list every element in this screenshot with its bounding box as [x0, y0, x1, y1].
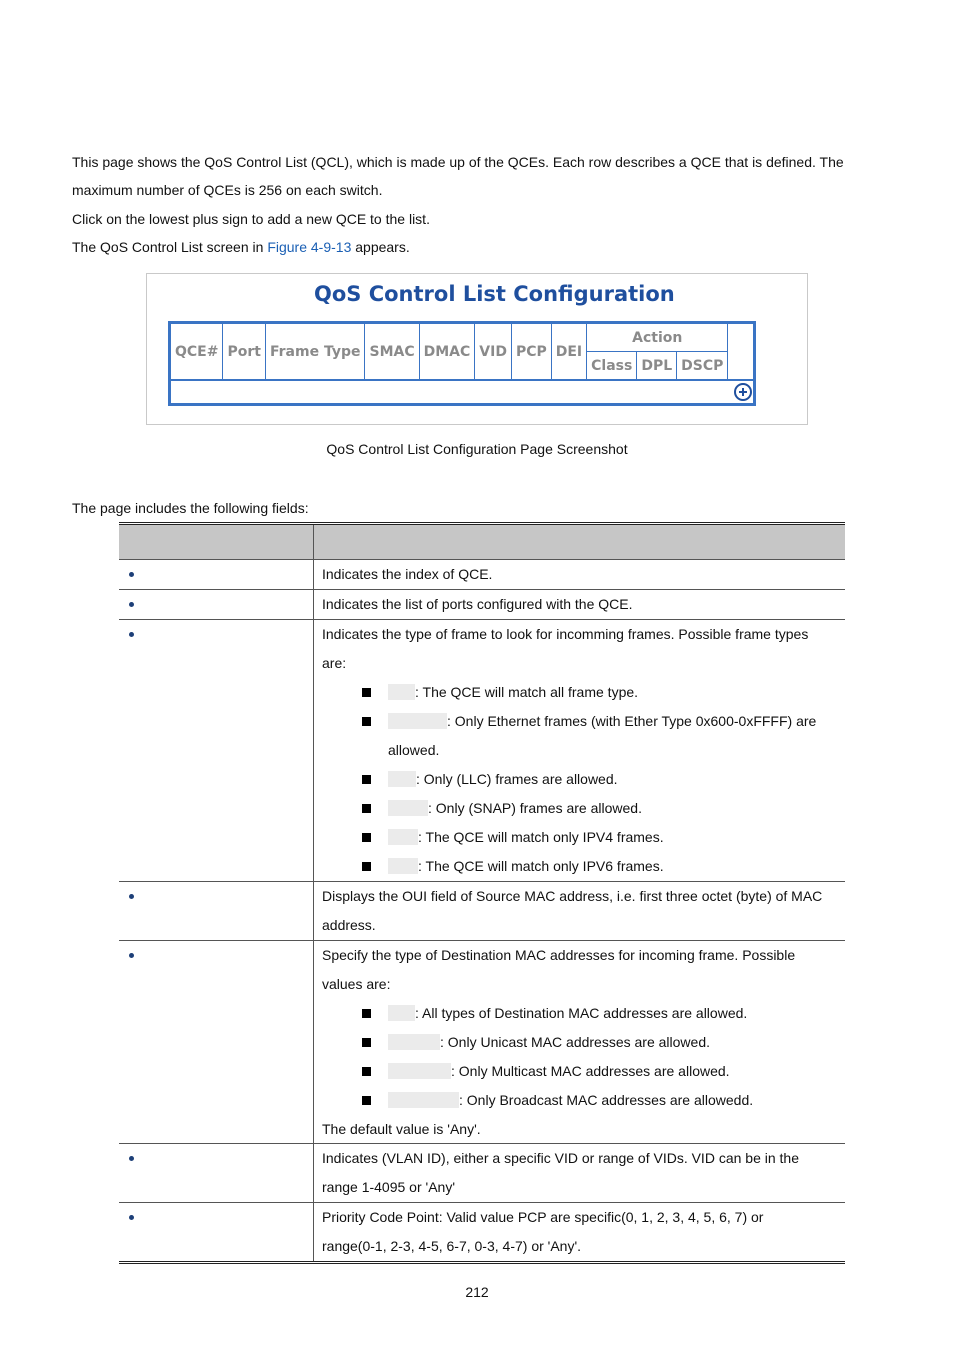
square-bullet-icon: [362, 775, 371, 784]
dmac-default: The default value is 'Any'.: [322, 1121, 481, 1137]
list-item: [322, 678, 837, 707]
figure-link[interactable]: Figure 4-9-13: [267, 239, 352, 255]
intro-line-3: Click on the lowest plus sign to add a new QCE to the list.: [72, 211, 430, 227]
col-dpl: DPL: [637, 352, 677, 381]
fields-header-row: [119, 524, 845, 560]
table-row: [119, 620, 845, 882]
list-item: [322, 1057, 837, 1086]
figure-caption: QoS Control List Configuration Page Screenshot: [326, 441, 628, 457]
square-bullet-icon: [362, 688, 371, 697]
intro-line-2: maximum number of QCEs is 256 on each switch.: [72, 182, 383, 198]
col-blank: [728, 323, 755, 381]
fields-table: [119, 522, 845, 1264]
dmac-item-1: : All types of Destination MAC addresses are allowed.: [415, 1005, 748, 1021]
bullet-icon: [129, 572, 134, 577]
table-row: [119, 882, 845, 941]
list-item: [322, 1086, 837, 1115]
list-item: [322, 794, 837, 823]
bullet-icon: [129, 1215, 134, 1220]
plus-circle-icon[interactable]: [734, 383, 752, 401]
bullet-icon: [129, 953, 134, 958]
add-row: [170, 380, 755, 405]
qcl-title: QoS Control List Configuration: [314, 282, 675, 306]
page-number: 212: [465, 1284, 489, 1300]
bullet-icon: [129, 602, 134, 607]
list-item: [322, 765, 837, 794]
dmac-item-4: : Only Broadcast MAC addresses are allowedd.: [459, 1092, 754, 1108]
dmac-desc-2: values are:: [322, 976, 391, 992]
table-row: [119, 1203, 845, 1263]
dmac-item-3: : Only Multicast MAC addresses are allowed.: [451, 1063, 730, 1079]
qcl-table: [168, 321, 756, 406]
fields-intro: The page includes the following fields:: [72, 500, 309, 516]
table-row: [119, 590, 845, 620]
intro-paragraph: [72, 148, 882, 261]
col-smac: SMAC: [365, 323, 419, 381]
intro-line-4-pre: The QoS Control List screen in: [72, 239, 268, 255]
square-bullet-icon: [362, 833, 371, 842]
frame-type-item-5: : The QCE will match only IPV4 frames.: [418, 829, 664, 845]
col-action: Action: [587, 323, 728, 352]
qce-description: Indicates the index of QCE.: [322, 566, 493, 582]
frame-type-item-2: : Only Ethernet frames (with Ether Type 0x600-0xFFFF) are: [447, 713, 817, 729]
square-bullet-icon: [362, 1009, 371, 1018]
square-bullet-icon: [362, 717, 371, 726]
square-bullet-icon: [362, 1067, 371, 1076]
frame-type-item-2-cont: allowed.: [388, 742, 440, 758]
list-item: [322, 707, 837, 736]
col-class: Class: [587, 352, 637, 381]
table-row: [119, 1144, 845, 1203]
port-description: Indicates the list of ports configured with the QCE.: [322, 596, 633, 612]
dmac-item-2: : Only Unicast MAC addresses are allowed.: [440, 1034, 710, 1050]
intro-line-4-post: appears.: [351, 239, 410, 255]
bullet-icon: [129, 632, 134, 637]
col-dei: DEI: [551, 323, 586, 381]
square-bullet-icon: [362, 1038, 371, 1047]
frame-type-item-4: : Only (SNAP) frames are allowed.: [428, 800, 642, 816]
list-item: [322, 823, 837, 852]
bullet-icon: [129, 894, 134, 899]
intro-line-4: [72, 233, 882, 261]
frame-type-desc-1: Indicates the type of frame to look for incomming frames. Possible frame types: [322, 626, 809, 642]
col-vid: VID: [475, 323, 512, 381]
qcl-screenshot: [146, 273, 808, 425]
list-item: [322, 1028, 837, 1057]
bullet-icon: [129, 1156, 134, 1161]
frame-type-desc-2: are:: [322, 655, 347, 671]
smac-desc-1: Displays the OUI field of Source MAC address, i.e. first three octet (byte) of MAC: [322, 888, 823, 904]
frame-type-item-3: : Only (LLC) frames are allowed.: [416, 771, 618, 787]
smac-desc-2: address.: [322, 917, 376, 933]
table-row: [119, 560, 845, 590]
col-port: Port: [223, 323, 265, 381]
col-pcp: PCP: [511, 323, 551, 381]
dmac-desc-1: Specify the type of Destination MAC addresses for incoming frame. Possible: [322, 947, 796, 963]
col-dscp: DSCP: [677, 352, 728, 381]
col-qce: QCE#: [170, 323, 223, 381]
pcp-desc-1: Priority Code Point: Valid value PCP are specific(0, 1, 2, 3, 4, 5, 6, 7) or: [322, 1209, 764, 1225]
list-item: [322, 852, 837, 881]
list-item: [322, 999, 837, 1028]
col-frame-type: Frame Type: [265, 323, 365, 381]
table-row: [119, 941, 845, 1144]
description-header: [314, 524, 846, 560]
vid-desc-1: Indicates (VLAN ID), either a specific VID or range of VIDs. VID can be in the: [322, 1150, 799, 1166]
square-bullet-icon: [362, 1096, 371, 1105]
vid-desc-2: range 1-4095 or 'Any': [322, 1179, 455, 1195]
square-bullet-icon: [362, 804, 371, 813]
col-dmac: DMAC: [419, 323, 475, 381]
frame-type-item-6: : The QCE will match only IPV6 frames.: [418, 858, 664, 874]
square-bullet-icon: [362, 862, 371, 871]
frame-type-item-1: : The QCE will match all frame type.: [415, 684, 639, 700]
pcp-desc-2: range(0-1, 2-3, 4-5, 6-7, 0-3, 4-7) or 'Any'.: [322, 1238, 582, 1254]
object-header: [119, 524, 314, 560]
intro-line-1: This page shows the QoS Control List (QCL), which is made up of the QCEs. Each row describes a QCE that is defined. The: [72, 154, 844, 170]
